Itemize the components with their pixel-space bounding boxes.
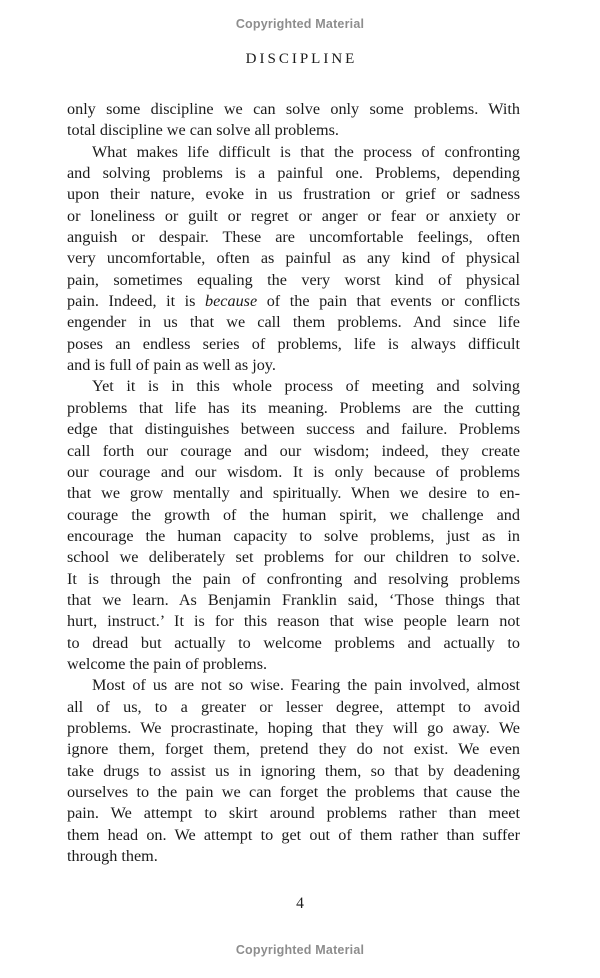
text-line: and is full of pain as well as joy.	[67, 356, 276, 375]
chapter-heading: DISCIPLINE	[245, 51, 358, 67]
body-text	[67, 99, 520, 867]
text-line: poses an endless series of problems, life is always difficult	[67, 334, 520, 353]
text-line: pain, sometimes equaling the very worst kind of physical	[67, 270, 520, 289]
text-line: upon their nature, evoke in us frustration or grief or sadness	[67, 185, 520, 204]
copyright-notice-top: Copyrighted Material	[235, 17, 365, 31]
text-line: encourage the human capacity to solve problems, just as in	[67, 526, 520, 545]
text-line: to dread but actually to welcome problems and actually to	[67, 633, 520, 652]
text-line: pain. Indeed, it is because of the pain that events or conflicts	[67, 292, 521, 311]
text-line: that we grow mentally and spiritually. When we desire to en-	[67, 484, 520, 503]
text-line: ourselves to the pain we can forget the problems that cause the	[67, 783, 520, 801]
text-line: very uncomfortable, often as painful as any kind of physical	[67, 249, 520, 268]
copyright-notice-bottom: Copyrighted Material	[235, 943, 365, 957]
text-line: It is through the pain of confronting and resolving problems	[67, 569, 520, 588]
text-line: ignore them, forget them, pretend they do not exist. We even	[67, 740, 520, 759]
text-line: total discipline we can solve all problems.	[67, 121, 339, 140]
text-line: and solving problems is a painful one. Problems, depending	[67, 164, 520, 183]
text-line: Most of us are not so wise. Fearing the pain involved, almost	[92, 676, 520, 695]
text-line: call forth our courage and our wisdom; indeed, they create	[67, 441, 520, 460]
text-line: through them.	[67, 847, 158, 866]
text-line: edge that distinguishes between success and failure. Problems	[67, 420, 520, 439]
text-line: hurt, instruct.’ It is for this reason that wise people learn not	[67, 612, 520, 631]
text-line: all of us, to a greater or lesser degree, attempt to avoid	[67, 697, 520, 716]
paragraph	[67, 675, 520, 867]
paragraph	[67, 99, 520, 142]
text-line: Yet it is in this whole process of meeting and solving	[92, 377, 520, 396]
text-line: our courage and our wisdom. It is only because of problems	[67, 462, 520, 481]
text-line: engender in us that we call them problems. And since life	[67, 313, 520, 332]
text-line: welcome the pain of problems.	[67, 654, 268, 673]
paragraph	[67, 376, 520, 675]
paragraph	[67, 142, 520, 377]
text-line: problems. We procrastinate, hoping that they will go away. We	[67, 718, 520, 737]
text-line: pain. We attempt to skirt around problems rather than meet	[67, 804, 520, 823]
text-line: or loneliness or guilt or regret or anger or fear or anxiety or	[67, 206, 520, 225]
text-line: them head on. We attempt to get out of them rather than suffer	[67, 825, 520, 844]
text-line: school we deliberately set problems for our children to solve.	[67, 548, 520, 567]
text-line: that we learn. As Benjamin Franklin said, ‘Those things that	[67, 590, 520, 609]
text-line: problems that life has its meaning. Problems are the cutting	[67, 398, 520, 417]
text-line: courage the growth of the human spirit, we challenge and	[67, 505, 520, 524]
text-line: only some discipline we can solve only some problems. With	[67, 100, 520, 118]
text-line: take drugs to assist us in ignoring them, so that by deadening	[67, 761, 520, 780]
text-line: anguish or despair. These are uncomfortable feelings, often	[67, 228, 520, 247]
page-number: 4	[296, 895, 304, 912]
text-line: What makes life difficult is that the process of confronting	[92, 142, 520, 161]
